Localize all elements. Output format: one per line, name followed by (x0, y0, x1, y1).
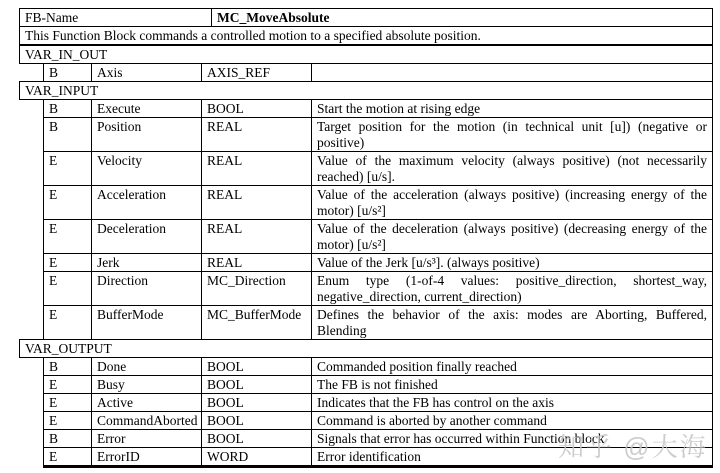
var-row (43, 305, 713, 340)
var-desc-cell: Enum type (1-of-4 values: positive_direction, shortest_way, negative_direction, current_direction) (311, 272, 712, 305)
var-desc-cell: Value of the deceleration (always positive) (decreasing energy of the motor) [u/s²] (311, 220, 712, 253)
var-type-cell: MC_BufferMode (201, 306, 311, 339)
var-scope-cell: E (49, 273, 58, 288)
var-type-cell: REAL (201, 152, 311, 185)
var-desc-cell: Indicates that the FB has control on the axis (311, 394, 712, 411)
var-scope-cell: B (49, 119, 59, 134)
var-scope-cell: B (49, 431, 59, 446)
var-scope-cell: E (49, 187, 58, 202)
var-row (43, 253, 713, 272)
section-header-label: VAR_INPUT (25, 83, 99, 98)
var-type-cell: REAL (201, 220, 311, 253)
var-row (43, 271, 713, 306)
watermark: 知乎 @大海 (558, 432, 708, 462)
var-scope-cell: E (49, 377, 58, 392)
var-scope-cell: E (49, 395, 58, 410)
fb-name-value: MC_MoveAbsolute (211, 9, 712, 26)
section-header-row (19, 45, 713, 64)
var-type-cell: BOOL (201, 100, 311, 117)
var-name-cell: Error (91, 430, 201, 447)
var-desc-cell: The FB is not finished (311, 376, 712, 393)
var-name-cell: Acceleration (91, 186, 201, 219)
var-name-cell: Velocity (91, 152, 201, 185)
var-scope-cell: E (49, 413, 58, 428)
var-scope-cell: E (49, 449, 58, 464)
var-row (43, 375, 713, 394)
var-type-cell: AXIS_REF (201, 64, 311, 81)
var-row (43, 447, 713, 468)
var-type-cell: REAL (201, 118, 311, 151)
var-type-cell: REAL (201, 186, 311, 219)
var-scope-cell: B (49, 65, 59, 80)
var-name-cell: Done (91, 358, 201, 375)
fb-description: This Function Block commands a controlled motion to a specified absolute position. (25, 28, 481, 43)
var-scope-cell: E (49, 221, 58, 236)
var-scope-cell: B (49, 101, 59, 116)
var-type-cell: BOOL (201, 358, 311, 375)
section-header-label: VAR_OUTPUT (25, 341, 112, 356)
var-row (43, 99, 713, 118)
var-desc-cell: Value of the acceleration (always positive) (increasing energy of the motor) [u/s²] (311, 186, 712, 219)
var-name-cell: Active (91, 394, 201, 411)
var-name-cell: Direction (91, 272, 201, 305)
var-type-cell: BOOL (201, 430, 311, 447)
section-header-row (19, 81, 713, 100)
fb-name-label: FB-Name (25, 10, 79, 25)
var-desc-cell: Start the motion at rising edge (311, 100, 712, 117)
var-type-cell: BOOL (201, 394, 311, 411)
section-header-label: VAR_IN_OUT (25, 47, 108, 62)
var-row (43, 151, 713, 186)
var-row (43, 411, 713, 430)
var-name-cell: CommandAborted (91, 412, 201, 429)
var-type-cell: BOOL (201, 412, 311, 429)
var-scope-cell: B (49, 359, 59, 374)
var-name-cell: Busy (91, 376, 201, 393)
var-desc-cell: Target position for the motion (in technical unit [u]) (negative or positive) (311, 118, 712, 151)
fb-spec-table (19, 8, 713, 468)
fb-name-row (19, 8, 713, 27)
var-name-cell: ErrorID (91, 448, 201, 465)
var-name-cell: BufferMode (91, 306, 201, 339)
var-desc-cell: Value of the maximum velocity (always positive) (not necessarily reached) [u/s]. (311, 152, 712, 185)
var-name-cell: Jerk (91, 254, 201, 271)
sections-container (19, 45, 713, 468)
var-desc-cell: Value of the Jerk [u/s³]. (always positive) (311, 254, 712, 271)
var-name-cell: Execute (91, 100, 201, 117)
var-row (43, 429, 713, 448)
var-name-cell: Axis (91, 64, 201, 81)
var-desc-cell: Commanded position finally reached (311, 358, 712, 375)
var-type-cell: REAL (201, 254, 311, 271)
var-row (43, 185, 713, 220)
var-desc-cell: Command is aborted by another command (311, 412, 712, 429)
var-name-cell: Deceleration (91, 220, 201, 253)
fb-description-row (19, 26, 713, 45)
section-header-row (19, 339, 713, 358)
var-scope-cell: E (49, 153, 58, 168)
var-type-cell: BOOL (201, 376, 311, 393)
var-type-cell: MC_Direction (201, 272, 311, 305)
var-desc-cell: Error identification (311, 448, 712, 465)
var-type-cell: WORD (201, 448, 311, 465)
var-name-cell: Position (91, 118, 201, 151)
var-desc-cell (311, 64, 712, 81)
var-desc-cell: Defines the behavior of the axis: modes are Aborting, Buffered, Blending (311, 306, 712, 339)
var-row (43, 219, 713, 254)
var-scope-cell: E (49, 307, 58, 322)
var-row (43, 357, 713, 376)
var-row (43, 393, 713, 412)
var-scope-cell: E (49, 255, 58, 270)
var-row (43, 63, 713, 82)
var-row (43, 117, 713, 152)
var-desc-cell: Signals that error has occurred within Function block (311, 430, 712, 447)
